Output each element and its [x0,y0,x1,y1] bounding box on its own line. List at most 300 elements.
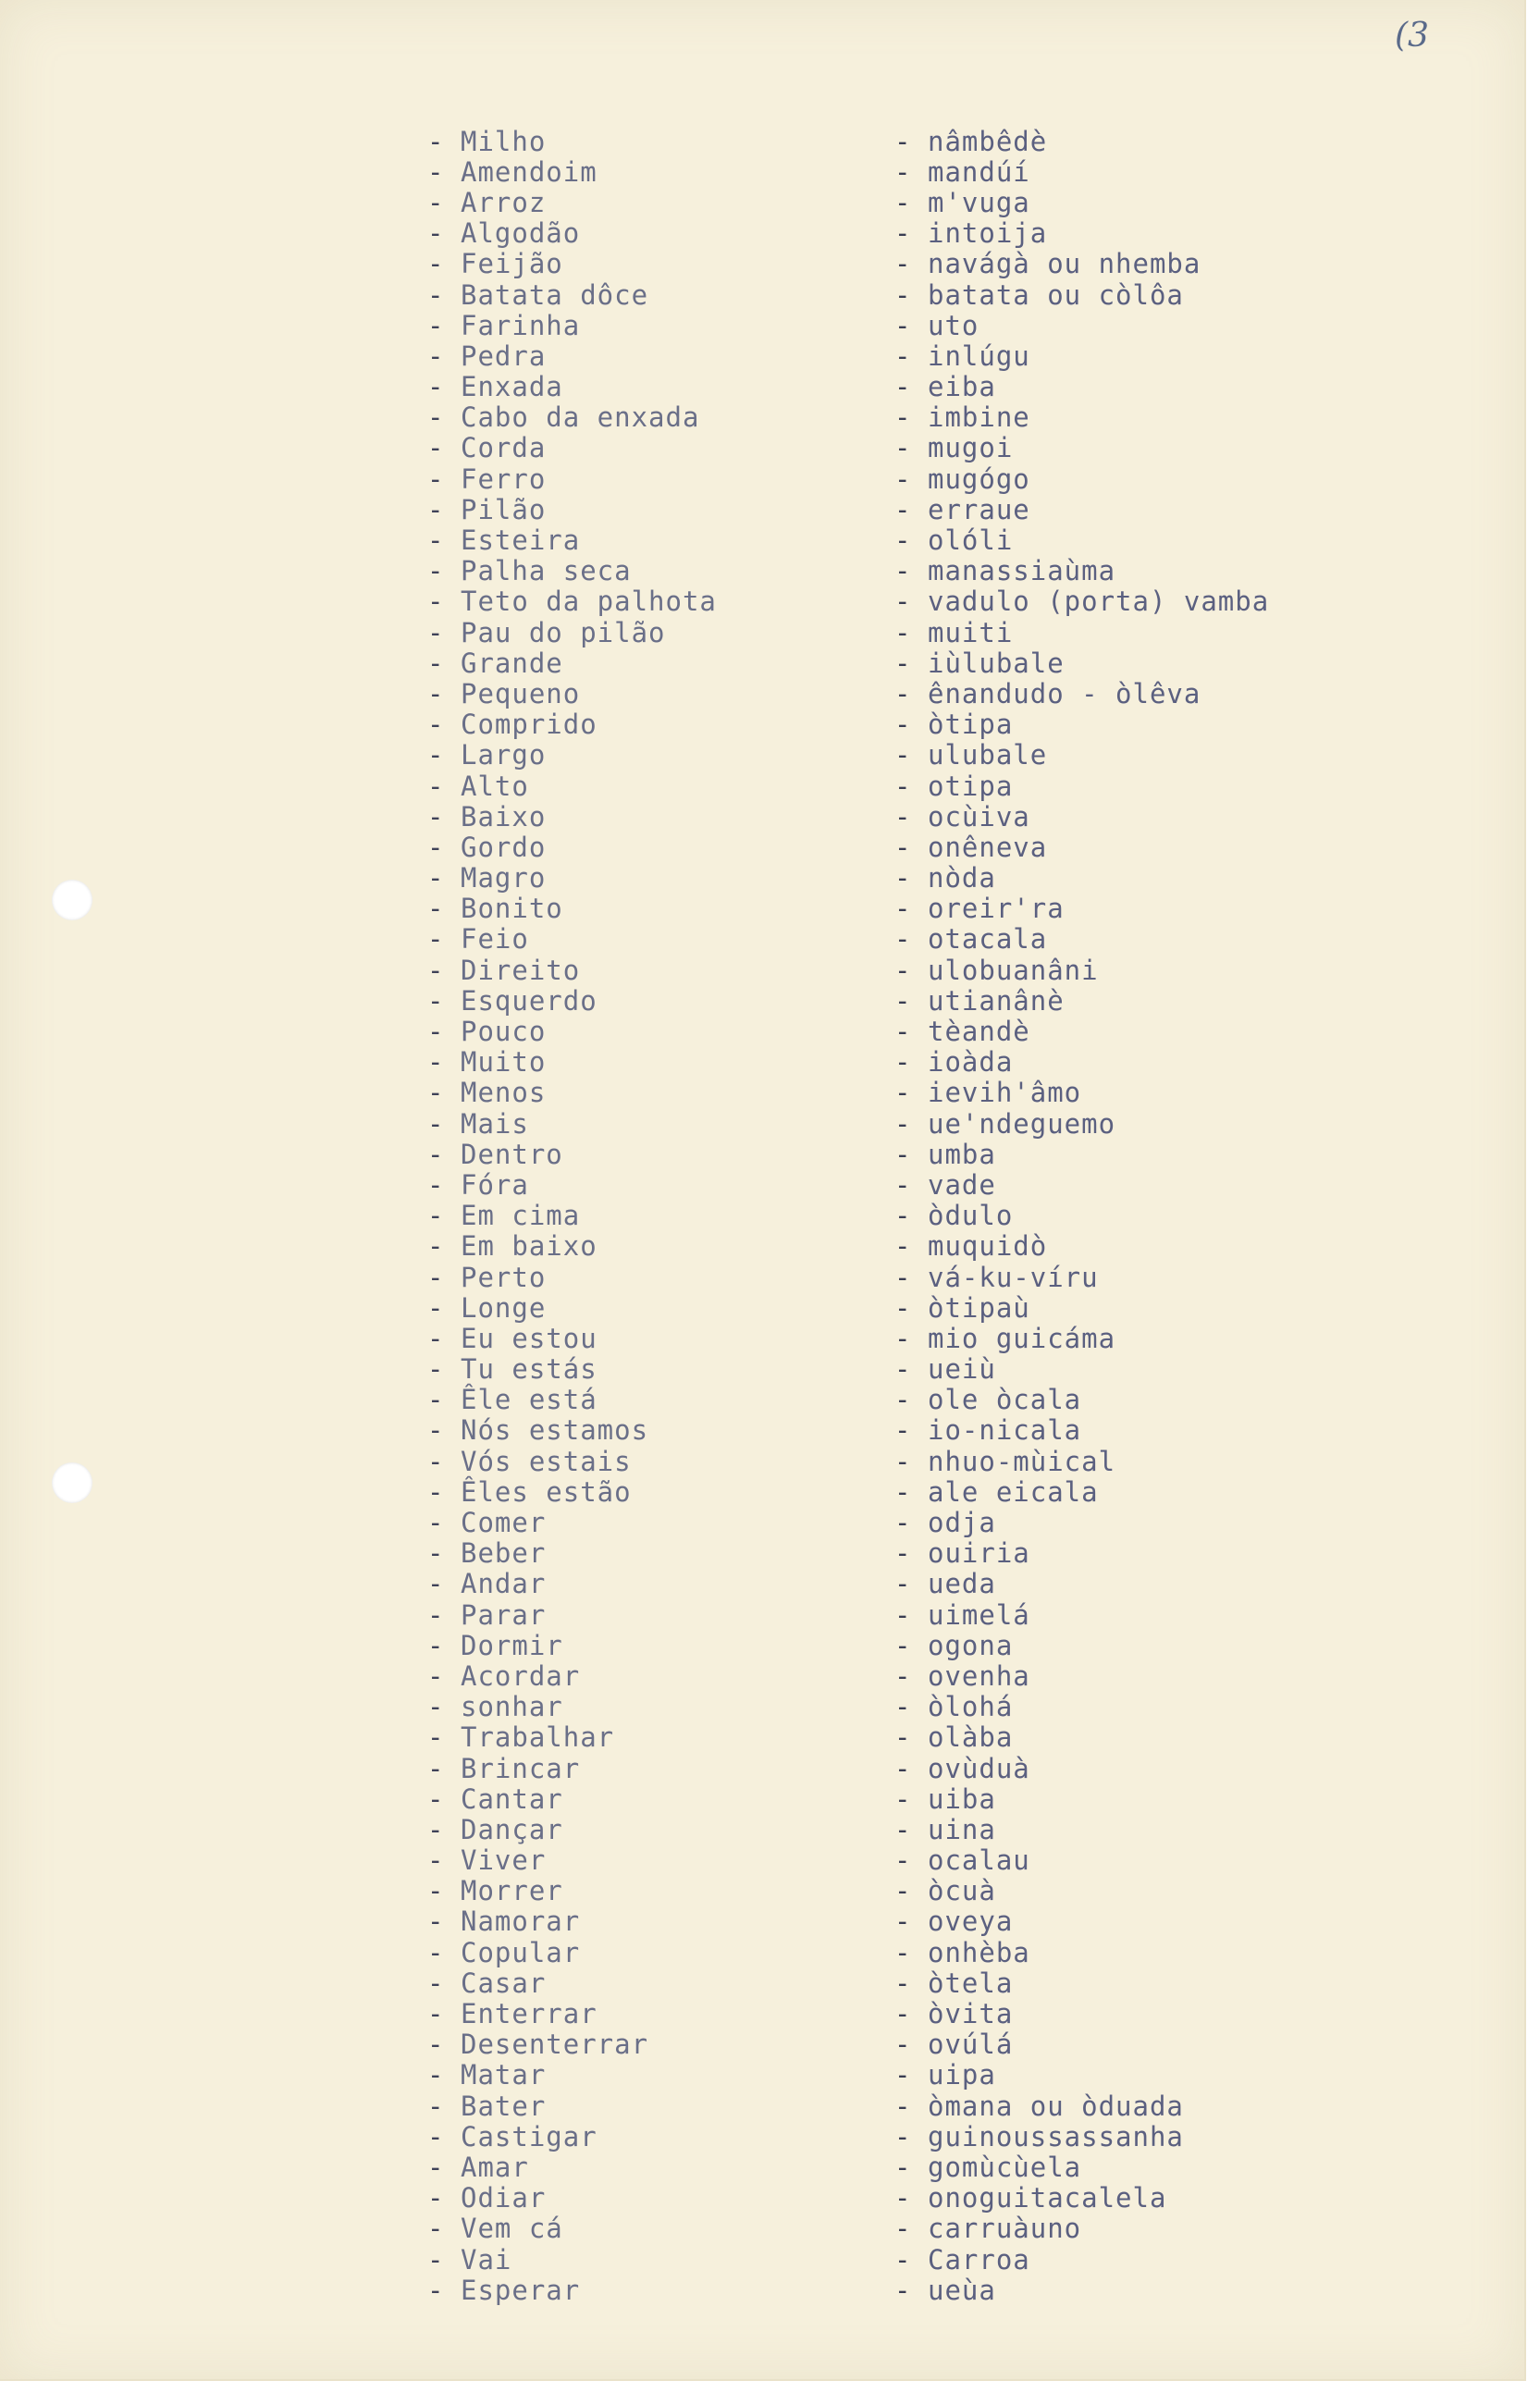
portuguese-term [427,2090,894,2122]
dash-marker: - [894,1475,912,1508]
local-word: ênandudo - òlêva [928,677,1201,709]
dash-marker: - [427,1568,445,1600]
dash-marker: - [427,862,445,894]
dash-marker: - [894,1568,912,1600]
vocabulary-row [427,586,1352,617]
portuguese-term [427,1292,894,1324]
vocabulary-row [427,1078,1352,1108]
local-language-term [894,463,1030,495]
vocabulary-row [427,372,1352,402]
dash-marker: - [427,278,445,311]
portuguese-term [427,1077,894,1108]
portuguese-word: Corda [461,432,547,464]
local-language-term [894,1446,1115,1477]
portuguese-word: Cabo da enxada [461,401,700,434]
vocabulary-row [427,1599,1352,1630]
local-language-term [894,401,1030,433]
dash-marker: - [894,1844,912,1877]
portuguese-term [427,2244,894,2276]
local-language-term [894,310,979,341]
dash-marker: - [894,2029,912,2061]
dash-marker: - [427,1875,445,1907]
dash-marker: - [427,800,445,832]
dash-marker: - [894,1721,912,1754]
portuguese-term [427,1721,894,1753]
vocabulary-row [427,1016,1352,1046]
local-language-term [894,586,1269,617]
portuguese-word: Andar [461,1568,547,1600]
portuguese-word: Amendoim [461,155,598,188]
dash-marker: - [427,586,445,618]
dash-marker: - [894,371,912,403]
vocabulary-row [427,1845,1352,1876]
portuguese-term [427,1783,894,1815]
portuguese-word: Pequeno [461,677,581,709]
local-word: otacala [928,923,1048,956]
local-word: muquidò [928,1230,1048,1263]
vocabulary-row [427,463,1352,494]
vocabulary-row [427,2275,1352,2305]
local-word: Carroa [928,2243,1030,2276]
local-language-term [894,2121,1184,2152]
dash-marker: - [427,984,445,1017]
dash-marker: - [894,831,912,863]
portuguese-word: Copular [461,1936,581,1968]
dash-marker: - [894,1659,912,1692]
portuguese-term [427,279,894,311]
dash-marker: - [427,1721,445,1754]
local-language-term [894,1046,1013,1078]
local-word: carruàuno [928,2213,1082,2245]
portuguese-word: Grande [461,647,563,679]
local-language-term [894,1077,1081,1108]
portuguese-word: Dormir [461,1629,563,1661]
dash-marker: - [427,954,445,986]
portuguese-word: Dentro [461,1138,563,1170]
portuguese-word: Feijão [461,248,563,280]
local-word: ueùa [928,2274,996,2306]
dash-marker: - [427,371,445,403]
portuguese-term [427,1016,894,1047]
portuguese-term [427,524,894,556]
portuguese-word: Vós estais [461,1445,632,1477]
local-language-term [894,832,1047,863]
dash-marker: - [427,893,445,925]
dash-marker: - [427,2213,445,2245]
vocabulary-row [427,1538,1352,1569]
dash-marker: - [427,1261,445,1293]
dash-marker: - [894,555,912,587]
dash-marker: - [894,2213,912,2245]
portuguese-term [427,1814,894,1845]
portuguese-term [427,1108,894,1140]
local-language-term [894,494,1030,525]
portuguese-term [427,1937,894,1968]
local-language-term [894,1230,1047,1262]
portuguese-term [427,1046,894,1078]
dash-marker: - [427,1168,445,1201]
dash-marker: - [427,1844,445,1877]
dash-marker: - [427,1322,445,1354]
portuguese-word: Em cima [461,1200,581,1232]
dash-marker: - [894,1384,912,1416]
local-word: uto [928,309,979,341]
vocabulary-row [427,126,1352,156]
local-language-term [894,1262,1099,1293]
portuguese-word: Desenterrar [461,2029,649,2061]
local-language-term [894,1323,1115,1354]
vocabulary-row [427,1139,1352,1169]
dash-marker: - [427,217,445,250]
dash-marker: - [894,677,912,709]
local-word: otipa [928,770,1014,802]
dash-marker: - [427,1507,445,1539]
local-word: ouiria [928,1537,1030,1570]
dash-marker: - [427,1691,445,1723]
vocabulary-row [427,1507,1352,1537]
portuguese-term [427,156,894,188]
portuguese-word: Comer [461,1507,547,1539]
portuguese-word: Arroz [461,186,547,218]
portuguese-term [427,432,894,463]
dash-marker: - [427,1537,445,1570]
local-word: ale eicala [928,1475,1099,1508]
local-word: ole òcala [928,1384,1082,1416]
local-word: uimelá [928,1598,1030,1631]
portuguese-word: Enterrar [461,1998,598,2030]
local-word: imbine [928,401,1030,434]
local-language-term [894,2275,996,2306]
portuguese-term [427,1691,894,1722]
local-language-term [894,432,1013,463]
portuguese-word: Trabalhar [461,1721,615,1754]
vocabulary-row [427,156,1352,187]
dash-marker: - [894,1967,912,1999]
local-language-term [894,1016,1030,1047]
portuguese-term [427,1967,894,1999]
local-language-term [894,1844,1030,1876]
local-language-term [894,739,1047,771]
portuguese-term [427,617,894,648]
vocabulary-row [427,1692,1352,1722]
dash-marker: - [894,401,912,434]
portuguese-word: Algodão [461,217,581,250]
dash-marker: - [894,339,912,372]
local-language-term [894,801,1030,832]
vocabulary-row [427,617,1352,648]
portuguese-term [427,2182,894,2214]
dash-marker: - [894,1782,912,1815]
local-language-term [894,955,1099,986]
dash-marker: - [427,2243,445,2276]
dash-marker: - [894,2059,912,2091]
vocabulary-row [427,648,1352,678]
local-word: uina [928,1813,996,1845]
dash-marker: - [894,1598,912,1631]
local-word: ueiù [928,1353,996,1386]
portuguese-word: Esperar [461,2274,581,2306]
local-word: nhuo-mùical [928,1445,1116,1477]
local-language-term [894,709,1013,740]
dash-marker: - [427,1414,445,1447]
vocabulary-row [427,1415,1352,1446]
local-language-term [894,1139,996,1170]
vocabulary-row [427,249,1352,279]
portuguese-term [427,709,894,740]
vocabulary-row [427,279,1352,310]
dash-marker: - [894,155,912,188]
dash-marker: - [894,893,912,925]
local-word: erraue [928,493,1030,525]
dash-marker: - [894,2243,912,2276]
portuguese-word: Esteira [461,524,581,557]
portuguese-word: Feio [461,923,529,956]
dash-marker: - [894,709,912,741]
portuguese-word: Nós estamos [461,1414,649,1447]
portuguese-word: Bonito [461,893,563,925]
dash-marker: - [427,524,445,557]
portuguese-term [427,340,894,372]
vocabulary-row [427,310,1352,340]
vocabulary-row [427,494,1352,524]
dash-marker: - [427,1598,445,1631]
portuguese-term [427,1139,894,1170]
portuguese-term [427,2213,894,2244]
dash-marker: - [427,709,445,741]
local-word: gomùcùela [928,2151,1082,2183]
local-language-term [894,126,1047,157]
portuguese-word: Menos [461,1077,547,1109]
portuguese-word: Largo [461,739,547,771]
dash-marker: - [894,2274,912,2306]
vocabulary-row [427,771,1352,801]
portuguese-word: Pouco [461,1016,547,1048]
dash-marker: - [894,1016,912,1048]
vocabulary-row [427,2060,1352,2090]
dash-marker: - [894,1906,912,1938]
vocabulary-row [427,740,1352,771]
local-language-term [894,648,1065,679]
local-word: ioàda [928,1046,1014,1079]
local-word: oveya [928,1906,1014,1938]
portuguese-word: Gordo [461,831,547,863]
local-language-term [894,340,1030,372]
portuguese-word: Matar [461,2059,547,2091]
dash-marker: - [427,616,445,648]
vocabulary-row [427,1354,1352,1385]
local-language-term [894,2213,1081,2244]
local-word: mugógo [928,462,1030,495]
portuguese-term [427,1537,894,1569]
portuguese-term [427,1323,894,1354]
local-word: uiba [928,1782,996,1815]
local-word: olàba [928,1721,1014,1754]
dash-marker: - [427,125,445,157]
vocabulary-row [427,1814,1352,1844]
portuguese-term [427,555,894,586]
dash-marker: - [894,493,912,525]
vocabulary-row [427,2152,1352,2182]
dash-marker: - [427,462,445,495]
local-language-term [894,1783,996,1815]
portuguese-term [427,1507,894,1538]
local-language-term [894,1537,1030,1569]
vocabulary-row [427,218,1352,249]
local-word: batata ou còlôa [928,278,1184,311]
vocabulary-row [427,1201,1352,1231]
dash-marker: - [427,2151,445,2183]
portuguese-word: Fóra [461,1168,529,1201]
portuguese-term [427,1384,894,1415]
dash-marker: - [427,186,445,218]
vocabulary-row [427,556,1352,586]
dash-marker: - [427,1936,445,1968]
portuguese-term [427,1230,894,1262]
vocabulary-row [427,1446,1352,1476]
vocabulary-row [427,1722,1352,1753]
dash-marker: - [894,770,912,802]
local-language-term [894,1384,1081,1415]
local-word: ocalau [928,1844,1030,1877]
dash-marker: - [427,1138,445,1170]
local-word: inlúgu [928,339,1030,372]
portuguese-term [427,1353,894,1385]
dash-marker: - [427,1107,445,1140]
portuguese-word: Morrer [461,1875,563,1907]
portuguese-term [427,2152,894,2183]
vocabulary-row [427,2244,1352,2275]
dash-marker: - [427,1200,445,1232]
portuguese-term [427,1568,894,1599]
portuguese-term [427,1844,894,1876]
portuguese-word: Namorar [461,1906,581,1938]
portuguese-word: Amar [461,2151,529,2183]
vocabulary-row [427,433,1352,463]
dash-marker: - [427,1230,445,1263]
dash-marker: - [427,155,445,188]
portuguese-word: Alto [461,770,529,802]
local-word: òcuà [928,1875,996,1907]
portuguese-term [427,2059,894,2090]
vocabulary-row [427,1323,1352,1353]
page-number: (3 [1395,17,1429,55]
portuguese-word: Longe [461,1291,547,1324]
local-word: òtipaù [928,1291,1030,1324]
portuguese-term [427,1476,894,1508]
portuguese-term [427,401,894,433]
dash-marker: - [894,647,912,679]
local-word: mugoi [928,432,1014,464]
dash-marker: - [427,2090,445,2122]
dash-marker: - [894,524,912,557]
local-language-term [894,1630,1013,1661]
local-language-term [894,1691,1013,1722]
dash-marker: - [427,1659,445,1692]
vocabulary-row [427,1937,1352,1967]
portuguese-term [427,586,894,617]
dash-marker: - [894,1200,912,1232]
local-language-term [894,1967,1013,1999]
local-word: vadulo (porta) vamba [928,586,1270,618]
local-word: vá-ku-víru [928,1261,1099,1293]
dash-marker: - [894,1138,912,1170]
local-language-term [894,2029,1013,2060]
dash-marker: - [427,339,445,372]
dash-marker: - [427,1077,445,1109]
dash-marker: - [427,1291,445,1324]
portuguese-term [427,1998,894,2029]
local-word: òvita [928,1998,1014,2030]
local-language-term [894,2152,1081,2183]
vocabulary-row [427,1569,1352,1599]
dash-marker: - [427,2182,445,2214]
local-word: olóli [928,524,1014,557]
dash-marker: - [894,2182,912,2214]
portuguese-word: Êles estão [461,1475,632,1508]
portuguese-word: Farinha [461,309,581,341]
portuguese-word: Em baixo [461,1230,598,1263]
dash-marker: - [427,2059,445,2091]
vocabulary-row [427,2090,1352,2121]
local-language-term [894,1814,996,1845]
portuguese-word: Pau do pilão [461,616,666,648]
dash-marker: - [427,309,445,341]
dash-marker: - [894,1077,912,1109]
portuguese-term [427,1630,894,1661]
local-language-term [894,156,1030,188]
dash-marker: - [894,1168,912,1201]
dash-marker: - [894,1261,912,1293]
local-word: ue'ndeguemo [928,1107,1116,1140]
local-word: oreir'ra [928,893,1065,925]
portuguese-word: Vai [461,2243,512,2276]
local-language-term [894,524,1013,556]
portuguese-term [427,2029,894,2060]
dash-marker: - [894,1507,912,1539]
vocabulary-row [427,2183,1352,2214]
portuguese-word: Milho [461,125,547,157]
portuguese-term [427,1262,894,1293]
portuguese-term [427,187,894,218]
portuguese-word: Pilão [461,493,547,525]
portuguese-word: Magro [461,862,547,894]
dash-marker: - [427,1016,445,1048]
local-language-term [894,2244,1030,2276]
dash-marker: - [894,2120,912,2152]
local-language-term [894,1476,1099,1508]
local-word: utianânè [928,984,1065,1017]
portuguese-word: Palha seca [461,555,632,587]
dash-marker: - [894,586,912,618]
dash-marker: - [894,862,912,894]
dash-marker: - [427,1752,445,1784]
local-language-term [894,771,1013,802]
dash-marker: - [894,923,912,956]
dash-marker: - [894,1936,912,1968]
local-word: manassiaùma [928,555,1116,587]
portuguese-word: Mais [461,1107,529,1140]
local-word: nâmbêdè [928,125,1048,157]
local-word: iùlubale [928,647,1065,679]
local-word: vade [928,1168,996,1201]
local-language-term [894,1414,1081,1446]
vocabulary-row [427,1385,1352,1415]
vocabulary-row [427,832,1352,862]
portuguese-word: Casar [461,1967,547,1999]
punch-hole [52,1462,92,1503]
local-word: ovúlá [928,2029,1014,2061]
local-word: onhèba [928,1936,1030,1968]
